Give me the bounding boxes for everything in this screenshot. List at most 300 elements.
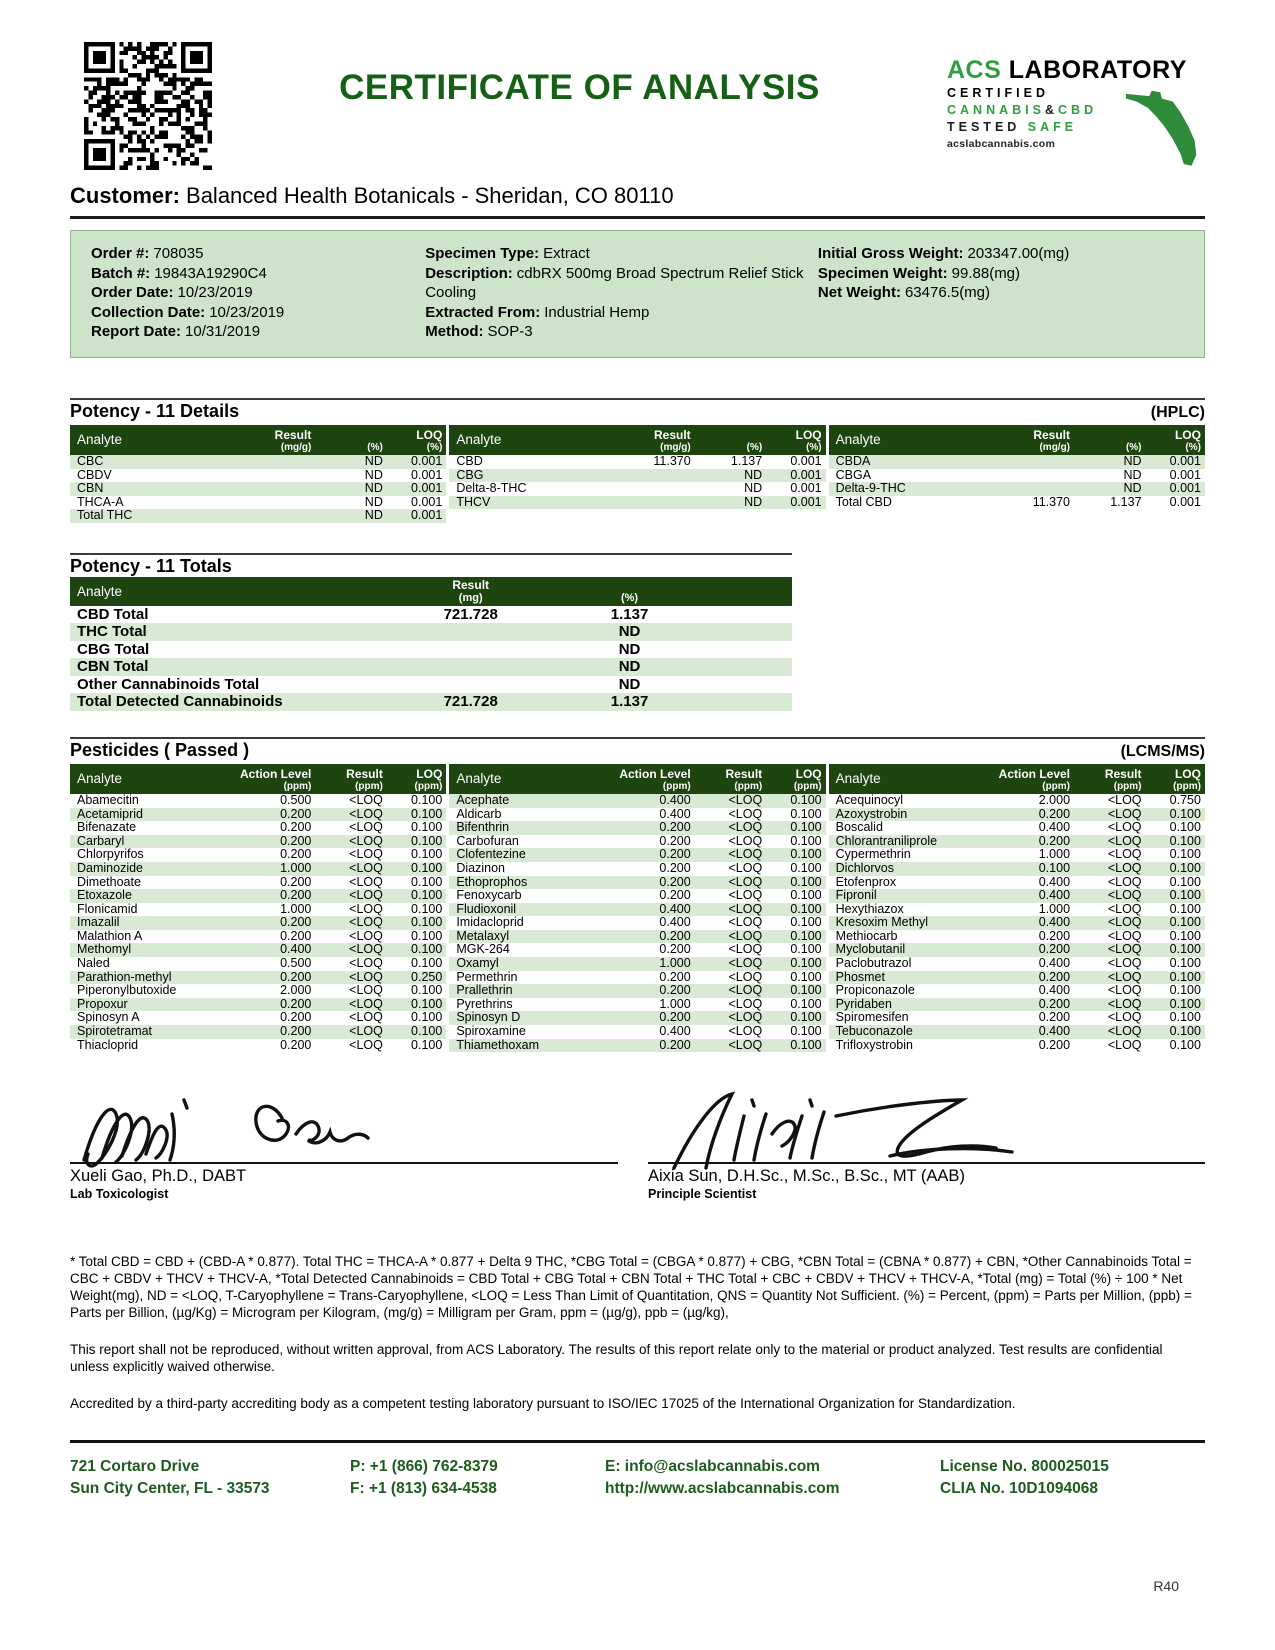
potency-totals-section: [70, 553, 792, 711]
analyte-cell: Fipronil: [835, 888, 877, 903]
table-row: [70, 848, 446, 862]
potency-table-2: [449, 425, 825, 523]
value-cell: 0.400: [659, 915, 691, 930]
analyte-cell: Delta-8-THC: [456, 481, 527, 496]
table-row: [829, 903, 1205, 917]
value-cell: 0.200: [1038, 996, 1071, 1011]
value-cell: 0.400: [659, 792, 691, 807]
value-cell: <LOQ: [349, 888, 383, 903]
logo-laboratory-text: LABORATORY: [1008, 56, 1187, 84]
value-cell: 0.200: [1038, 806, 1071, 821]
value-cell: <LOQ: [349, 901, 383, 916]
table-row: [829, 1025, 1205, 1039]
value-cell: 0.100: [411, 983, 443, 998]
analyte-cell: Methomyl: [77, 942, 132, 957]
value-cell: [972, 469, 1077, 483]
value-cell: 0.100: [790, 833, 822, 848]
value-cell: 0.500: [280, 956, 312, 971]
value-cell: 0.200: [1038, 833, 1071, 848]
column-header: (%): [1125, 441, 1142, 453]
value-cell: 0.100: [1169, 860, 1201, 875]
value-cell: 0.200: [280, 1024, 312, 1039]
value-cell: 0.200: [280, 996, 312, 1011]
value-cell: 0.100: [411, 1024, 443, 1039]
value-cell: 0.100: [1169, 996, 1201, 1011]
value-cell: ND: [744, 467, 763, 482]
value-cell: 0.400: [1038, 820, 1071, 835]
table-row: [449, 957, 825, 971]
analyte-cell: Malathion A: [77, 928, 143, 943]
footer-divider: [70, 1440, 1205, 1443]
analyte-cell: Flonicamid: [77, 901, 138, 916]
table-header: [70, 577, 792, 606]
table-row: [449, 808, 825, 822]
value-cell: 11.370: [1032, 494, 1071, 509]
value-cell: ND: [364, 467, 383, 482]
definitions-footnote: * Total CBD = CBD + (CBD-A * 0.877). Total THC = THCA-A * 0.877 + Delta 9 THC, *CBG Total = (CBGA * 0.877) + CBG, *CBN Total = (CBNA * 0.877) + CBN, *Other Cannabinoids Total = CBC + CBDV + THCV + THCV-A, *Total Detected Cannabinoids = CBD Total + CBG Total + CBN Total + THC Total + CBC + CBDV + THCV + THCV-A, *Total (mg) = Total (%) ÷ 100 * Net Weight(mg), ND = <LOQ, T-Caryophyllene = Trans-Caryophyllene, <LOQ = Less Than Limit of Quantitation, QNS = Quantity Not Sufficient. (%) = Percent, (ppm) = Parts per Million, (ppb) = Parts per Billion, (µg/Kg) = Microgram per Kilogram, (mg/g) = Milligram per Gram, ppm = (µg/g), ppb = (µg/kg),: [70, 1254, 1192, 1321]
analyte-cell: Dichlorvos: [835, 860, 895, 875]
value-cell: ND: [1123, 453, 1142, 468]
value-cell: 0.100: [1169, 833, 1201, 848]
value-cell: 0.400: [1038, 874, 1071, 889]
signature-left: [70, 1090, 618, 1201]
value-cell: 0.100: [1169, 942, 1201, 957]
logo-cannabis-line: CANNABIS&CBD: [947, 103, 1098, 117]
value-cell: 0.100: [1169, 1024, 1201, 1039]
logo-website: acslabcannabis.com: [947, 138, 1056, 150]
table-row: [829, 876, 1205, 890]
value-cell: 0.400: [1038, 915, 1071, 930]
potency-totals-table: [70, 577, 792, 711]
potency-details-title-row: [70, 398, 1205, 422]
value-cell: [395, 658, 547, 676]
value-cell: 0.001: [1169, 453, 1201, 468]
value-cell: 0.200: [280, 806, 312, 821]
value-cell: ND: [364, 481, 383, 496]
value-cell: <LOQ: [349, 874, 383, 889]
qr-code-icon: [84, 42, 212, 170]
value-cell: 0.200: [1038, 969, 1071, 984]
table-header: [449, 764, 825, 794]
value-cell: <LOQ: [349, 969, 383, 984]
logo-certified-line: CERTIFIED: [947, 86, 1049, 100]
value-cell: 0.200: [659, 983, 691, 998]
analyte-cell: Total CBD: [835, 494, 892, 509]
value-cell: 0.100: [411, 833, 443, 848]
value-cell: 0.001: [790, 467, 822, 482]
value-cell: 0.200: [280, 915, 312, 930]
field-label: Specimen Weight:: [817, 264, 948, 282]
table-row: [829, 971, 1205, 985]
analyte-cell: Propoxur: [77, 996, 128, 1011]
analyte-cell: CBDV: [77, 467, 112, 482]
column-header: LOQ (ppm): [1173, 766, 1201, 792]
value-cell: 0.200: [280, 969, 312, 984]
column-header: LOQ (%): [795, 427, 822, 453]
analyte-cell: Acequinocyl: [835, 792, 904, 807]
table-row: [70, 641, 792, 659]
field-value: 19843A19290C4: [154, 264, 267, 282]
signer-name: Xueli Gao, Ph.D., DABT: [70, 1167, 247, 1186]
analyte-cell: Other Cannabinoids Total: [77, 675, 260, 693]
value-cell: 0.200: [659, 820, 691, 835]
table-row: [70, 916, 446, 930]
value-cell: <LOQ: [728, 901, 763, 916]
value-cell: <LOQ: [728, 1024, 763, 1039]
field-label: Specimen Type:: [425, 245, 540, 262]
value-cell: 1.000: [280, 901, 312, 916]
value-cell: <LOQ: [1107, 969, 1142, 984]
table-row: [70, 623, 792, 641]
value-cell: 0.100: [790, 983, 822, 998]
analyte-cell: Diazinon: [456, 860, 505, 875]
table-row: [829, 469, 1205, 483]
value-cell: 0.250: [411, 969, 443, 984]
value-cell: <LOQ: [1107, 820, 1142, 835]
analyte-cell: Pyridaben: [835, 996, 892, 1011]
value-cell: <LOQ: [349, 956, 383, 971]
value-cell: 0.200: [659, 833, 691, 848]
field-value: 10/23/2019: [209, 303, 285, 321]
table-row: [829, 455, 1205, 469]
section-title: Potency - 11 Totals: [70, 555, 232, 576]
analyte-cell: CBN: [77, 481, 104, 496]
value-cell: 0.100: [1169, 888, 1201, 903]
table-row: [829, 943, 1205, 957]
value-cell: 0.100: [1038, 860, 1071, 875]
table-row: [449, 794, 825, 808]
value-cell: ND: [618, 658, 641, 676]
analyte-cell: Fludioxonil: [456, 901, 517, 916]
customer-label: Customer:: [70, 183, 181, 208]
value-cell: 0.100: [1169, 901, 1201, 916]
table-row: [70, 509, 446, 523]
table-row: [70, 971, 446, 985]
value-cell: <LOQ: [1107, 860, 1142, 875]
value-cell: 0.200: [1038, 942, 1071, 957]
table-row: [70, 943, 446, 957]
analyte-cell: CBD Total: [77, 605, 149, 623]
table-header: [70, 425, 446, 455]
value-cell: 0.001: [411, 453, 443, 468]
signature-aixia-sun: [648, 1090, 1205, 1164]
value-cell: <LOQ: [1107, 847, 1142, 862]
table-row: [70, 957, 446, 971]
analyte-cell: Acetamiprid: [77, 806, 143, 821]
value-cell: 1.000: [1038, 847, 1071, 862]
table-row: [449, 998, 825, 1012]
value-cell: 0.001: [1169, 481, 1201, 496]
value-cell: <LOQ: [349, 996, 383, 1011]
value-cell: 0.100: [1169, 1010, 1201, 1025]
value-cell: <LOQ: [349, 792, 383, 807]
table-row: [449, 1011, 825, 1025]
value-cell: 0.100: [790, 996, 822, 1011]
table-row: [449, 821, 825, 835]
analyte-cell: CBDA: [835, 453, 871, 468]
value-cell: <LOQ: [728, 928, 763, 943]
value-cell: 0.100: [790, 820, 822, 835]
table-row: [70, 808, 446, 822]
analyte-cell: Ethoprophos: [456, 874, 528, 889]
analyte-cell: CBN Total: [77, 658, 149, 676]
value-cell: <LOQ: [349, 806, 383, 821]
value-cell: 0.500: [280, 792, 312, 807]
value-cell: <LOQ: [728, 874, 763, 889]
table-row: [829, 862, 1205, 876]
acs-laboratory-logo: [947, 56, 1205, 150]
value-cell: 0.400: [659, 901, 691, 916]
value-cell: 0.200: [280, 833, 312, 848]
analyte-cell: Spiromesifen: [835, 1010, 909, 1025]
potency-details-tables: [70, 425, 1205, 523]
signature-xueli-gao: [70, 1090, 618, 1164]
analyte-cell: CBGA: [835, 467, 872, 482]
value-cell: <LOQ: [728, 792, 763, 807]
table-row: [449, 943, 825, 957]
value-cell: <LOQ: [1107, 928, 1142, 943]
signature-scribble-icon: [70, 1090, 490, 1170]
analyte-cell: Bifenazate: [77, 820, 137, 835]
value-cell: <LOQ: [728, 1010, 763, 1025]
value-cell: 0.100: [1169, 874, 1201, 889]
value-cell: 0.400: [659, 1024, 691, 1039]
value-cell: 0.200: [659, 1010, 691, 1025]
column-header: Action Level (ppm): [998, 766, 1071, 792]
value-cell: <LOQ: [1107, 874, 1142, 889]
value-cell: <LOQ: [728, 806, 763, 821]
value-cell: 0.200: [1038, 928, 1071, 943]
value-cell: ND: [744, 481, 763, 496]
analyte-cell: Acephate: [456, 792, 510, 807]
analyte-cell: Kresoxim Methyl: [835, 915, 929, 930]
column-header: (%): [746, 441, 763, 453]
table-row: [829, 482, 1205, 496]
table-row: [449, 455, 825, 469]
order-info-field: [425, 303, 808, 323]
table-row: [70, 482, 446, 496]
value-cell: 0.100: [411, 942, 443, 957]
value-cell: 11.370: [653, 453, 691, 468]
table-row: [70, 794, 446, 808]
value-cell: 0.100: [790, 942, 822, 957]
value-cell: <LOQ: [1107, 996, 1142, 1011]
logo-acs-text: ACS: [947, 56, 1002, 84]
value-cell: 0.200: [280, 847, 312, 862]
analyte-cell: Trifloxystrobin: [835, 1037, 913, 1052]
analyte-cell: CBD: [456, 453, 483, 468]
table-row: [449, 835, 825, 849]
field-value: 203347.00(mg): [967, 245, 1070, 262]
value-cell: 0.001: [1169, 467, 1201, 482]
field-value: 10/23/2019: [177, 284, 253, 302]
value-cell: ND: [364, 508, 383, 523]
value-cell: 0.100: [1169, 847, 1201, 862]
page-title: CERTIFICATE OF ANALYSIS: [339, 68, 820, 107]
lab-phone-fax: P: +1 (866) 762-8379 F: +1 (813) 634-4538: [350, 1458, 498, 1498]
pesticides-tables: [70, 764, 1205, 1052]
value-cell: 1.000: [659, 996, 691, 1011]
table-row: [70, 821, 446, 835]
value-cell: 0.100: [411, 860, 443, 875]
value-cell: <LOQ: [728, 860, 763, 875]
value-cell: <LOQ: [349, 820, 383, 835]
value-cell: 1.137: [610, 605, 649, 623]
table-header: [829, 764, 1205, 794]
signature-scribble-icon: [648, 1090, 1068, 1170]
value-cell: <LOQ: [1107, 983, 1142, 998]
value-cell: <LOQ: [728, 956, 763, 971]
revision-label: R40: [1153, 1578, 1179, 1594]
field-value: 63476.5(mg): [904, 284, 991, 302]
value-cell: <LOQ: [1107, 1024, 1142, 1039]
value-cell: ND: [364, 453, 383, 468]
order-info-col1: [91, 244, 425, 342]
value-cell: 0.400: [1038, 888, 1071, 903]
analyte-cell: Etofenprox: [835, 874, 897, 889]
contact-footer: [70, 1456, 1205, 1500]
potency-table-1: [70, 425, 446, 523]
analyte-cell: CBG Total: [77, 640, 150, 658]
value-cell: <LOQ: [728, 1037, 763, 1052]
table-row: [70, 903, 446, 917]
value-cell: 0.100: [411, 915, 443, 930]
analyte-cell: THCV: [456, 494, 491, 509]
table-row: [70, 676, 792, 694]
value-cell: <LOQ: [349, 1024, 383, 1039]
table-row: [829, 848, 1205, 862]
analyte-cell: Parathion-methyl: [77, 969, 172, 984]
column-header: Action Level (ppm): [240, 766, 312, 792]
value-cell: 0.100: [411, 1010, 443, 1025]
value-cell: 0.100: [1169, 915, 1201, 930]
value-cell: 0.100: [790, 969, 822, 984]
accreditation-note: Accredited by a third-party accrediting body as a competent testing laboratory pursuant to ISO/IEC 17025 of the International Organization for Standardization.: [70, 1396, 1016, 1412]
field-label: Net Weight:: [817, 284, 901, 302]
analyte-cell: Permethrin: [456, 969, 518, 984]
value-cell: 0.100: [411, 888, 443, 903]
value-cell: <LOQ: [1107, 888, 1142, 903]
value-cell: 0.200: [280, 928, 312, 943]
method-label: (HPLC): [1150, 403, 1205, 421]
field-value: 10/31/2019: [185, 323, 261, 341]
value-cell: [972, 482, 1077, 496]
analyte-cell: THCA-A: [77, 494, 124, 509]
table-row: [829, 998, 1205, 1012]
value-cell: [592, 496, 697, 510]
column-header: (%): [367, 441, 383, 453]
table-row: [449, 889, 825, 903]
value-cell: 0.100: [790, 928, 822, 943]
value-cell: <LOQ: [349, 860, 383, 875]
field-value: cdbRX 500mg Broad Spectrum Relief Stick Cooling: [425, 264, 804, 302]
section-title: Potency - 11 Details: [70, 400, 240, 421]
analyte-cell: Oxamyl: [456, 956, 499, 971]
field-value: Extract: [543, 245, 590, 262]
pesticides-table-2: [449, 764, 825, 1052]
table-row: [449, 469, 825, 483]
analyte-cell: Methiocarb: [835, 928, 898, 943]
analyte-cell: Spirotetramat: [77, 1024, 153, 1039]
value-cell: ND: [364, 494, 383, 509]
table-row: [449, 496, 825, 510]
value-cell: 0.100: [790, 806, 822, 821]
table-row: [70, 455, 446, 469]
value-cell: 1.000: [280, 860, 312, 875]
table-row: [829, 496, 1205, 510]
value-cell: <LOQ: [1107, 915, 1142, 930]
analyte-cell: Carbofuran: [456, 833, 519, 848]
value-cell: <LOQ: [728, 888, 763, 903]
column-header: Analyte: [77, 771, 123, 787]
column-header: Analyte: [835, 432, 881, 448]
value-cell: <LOQ: [728, 915, 763, 930]
value-cell: 0.400: [1038, 1024, 1071, 1039]
signer-name: Aixia Sun, D.H.Sc., M.Sc., B.Sc., MT (AAB): [648, 1167, 965, 1186]
table-row: [449, 482, 825, 496]
value-cell: <LOQ: [728, 820, 763, 835]
value-cell: 1.000: [659, 956, 691, 971]
analyte-cell: Clofentezine: [456, 847, 526, 862]
value-cell: 0.200: [659, 874, 691, 889]
value-cell: 0.200: [659, 942, 691, 957]
lab-address: 721 Cortaro Drive Sun City Center, FL - 33573: [70, 1458, 270, 1498]
value-cell: 0.100: [1169, 1037, 1201, 1052]
order-info-col3: [818, 244, 1184, 342]
value-cell: 0.100: [1169, 820, 1201, 835]
value-cell: 0.100: [411, 820, 443, 835]
analyte-cell: Hexythiazox: [835, 901, 904, 916]
analyte-cell: Propiconazole: [835, 983, 915, 998]
analyte-cell: MGK-264: [456, 942, 510, 957]
logo-wordmark: [947, 56, 1205, 85]
table-row: [70, 835, 446, 849]
order-info-field: [425, 244, 808, 264]
value-cell: 0.100: [790, 1024, 822, 1039]
value-cell: 0.400: [280, 942, 312, 957]
value-cell: ND: [618, 640, 641, 658]
value-cell: 0.100: [790, 792, 822, 807]
table-row: [70, 889, 446, 903]
order-info-field: [818, 264, 1174, 284]
column-header: Analyte: [456, 432, 502, 448]
value-cell: [213, 482, 318, 496]
analyte-cell: Paclobutrazol: [835, 956, 912, 971]
florida-map-icon: [1119, 86, 1211, 172]
table-row: [829, 835, 1205, 849]
value-cell: 0.001: [1169, 494, 1201, 509]
value-cell: <LOQ: [349, 1010, 383, 1025]
column-header: Analyte: [835, 771, 881, 787]
potency-totals-title-row: [70, 553, 792, 577]
value-cell: 0.200: [659, 928, 691, 943]
value-cell: 0.100: [411, 956, 443, 971]
value-cell: [213, 496, 318, 510]
value-cell: 0.001: [411, 494, 443, 509]
value-cell: [592, 482, 697, 496]
table-row: [449, 984, 825, 998]
value-cell: <LOQ: [349, 915, 383, 930]
analyte-cell: Pyrethrins: [456, 996, 513, 1011]
value-cell: 0.100: [790, 847, 822, 862]
analyte-cell: Myclobutanil: [835, 942, 906, 957]
value-cell: 1.137: [1110, 494, 1142, 509]
table-row: [70, 984, 446, 998]
value-cell: 1.137: [730, 453, 763, 468]
table-row: [829, 1039, 1205, 1053]
order-info-field: [91, 283, 415, 303]
table-row: [449, 848, 825, 862]
